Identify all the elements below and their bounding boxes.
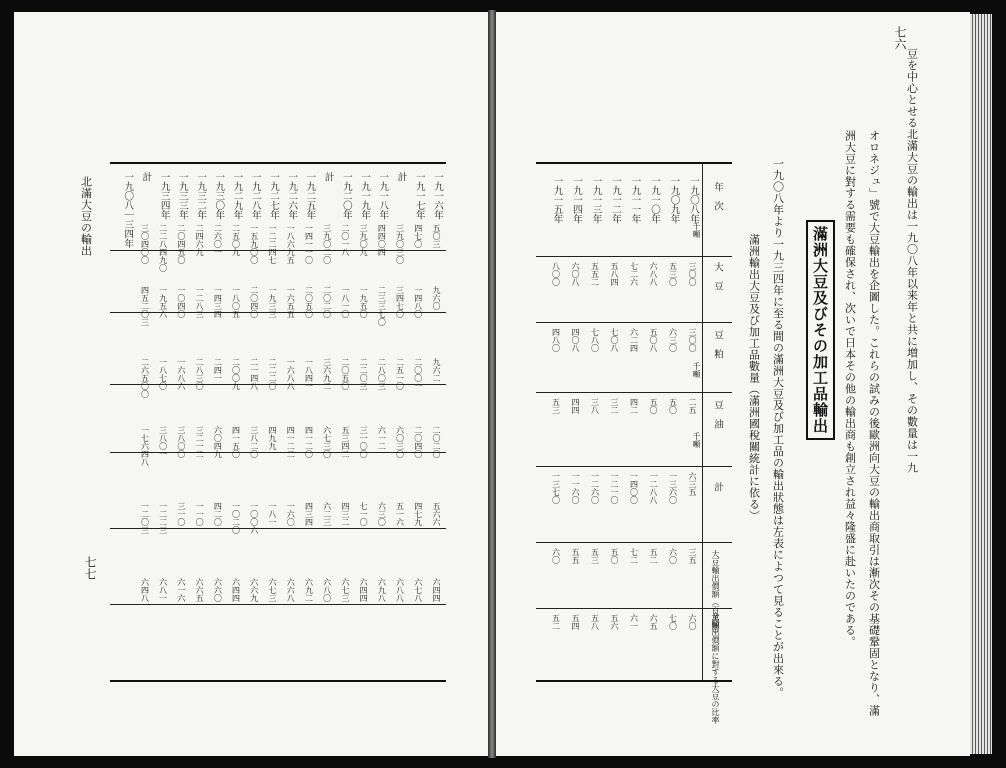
left-cell: 六四四 (432, 578, 441, 602)
left-cell: 二四一 (213, 358, 223, 382)
left-cell: 一八一〇 (340, 286, 350, 318)
left-cell: 一八〇五 (231, 286, 241, 318)
left-cell: 一九五六 (158, 286, 168, 318)
left-year: 一九三三年 (176, 172, 188, 220)
left-cell: 一二二三 (158, 502, 168, 534)
left-cell: 二〇一八 (340, 224, 350, 256)
left-cell: 一一〇 (195, 502, 205, 526)
left-cell: 二六〇一 (213, 224, 223, 256)
right-cell: 一一六〇 (571, 472, 580, 504)
right-row-rule (536, 542, 732, 543)
left-cell: 四四〇四 (377, 224, 387, 256)
right-year: 一九一四年 (570, 176, 582, 224)
right-cell: 五三 (551, 398, 561, 414)
left-cell: 四二〇 (213, 502, 223, 526)
left-cell: 六三〇 (377, 502, 387, 526)
page-number-left: 七七 (83, 556, 97, 580)
left-cell: 三四七〇 (395, 286, 405, 318)
left-cell: 六〇三〇 (395, 426, 405, 458)
left-cell: 二〇四五〇 (176, 224, 186, 264)
left-cell: 九六二 (432, 358, 441, 382)
left-cell: 六九八 (377, 578, 387, 602)
left-cell: 六二三 (322, 502, 332, 526)
left-year: 一九二六年 (286, 172, 298, 220)
left-cell: 六一二 (377, 426, 387, 450)
right-cell: 六〇 (688, 614, 697, 630)
right-cell: 六〇 (551, 548, 561, 564)
right-year: 一九〇八年 (687, 176, 699, 224)
left-cell: 一九五〇 (359, 286, 369, 318)
left-cell: 一二八三 (195, 286, 205, 318)
left-cell: 六四四 (231, 578, 241, 602)
left-cell: 六七三 (340, 578, 350, 602)
book-spine (488, 10, 496, 758)
right-cell: 八〇〇 (551, 262, 561, 286)
right-cell: 七〇 (668, 614, 678, 630)
left-year: 一九三四年 (158, 172, 170, 220)
left-cell: 一六八六 (176, 358, 186, 390)
left-table-bottom-rule (110, 680, 446, 682)
left-year: 計 (140, 172, 152, 182)
table-caption: 滿洲輸出大豆及び加工品數量（滿洲國稅關統計に依る） (747, 234, 761, 522)
running-head: 北滿大豆の輸出 (79, 176, 93, 257)
right-year: 一九一三年 (590, 176, 602, 224)
right-cell: 四二 (629, 398, 639, 414)
left-cell: 一〇二〇 (231, 502, 241, 534)
left-year: 一九一九年 (359, 172, 371, 220)
left-cell: 一六五五 (286, 286, 296, 318)
right-cell: 一三六〇 (668, 472, 678, 504)
left-cell: 六八〇 (322, 578, 332, 602)
right-cell: 四〇八 (571, 328, 580, 352)
body-line-3: 洲大豆に對する需要も確保され、次いで日本その他の輸出商も創立され益々隆盛に赴いたのである。 (843, 130, 857, 648)
left-cell: 一四一一〇 (304, 224, 314, 264)
right-cell: 一三七〇 (551, 472, 561, 504)
right-cell: 六〇八 (571, 262, 580, 286)
right-table-header-rule (702, 162, 703, 680)
right-unit: 千噸 (692, 222, 701, 238)
left-cell: 三一〇 (176, 502, 186, 526)
left-cell: 二〇二〇 (322, 286, 332, 318)
left-row-rule (110, 604, 446, 605)
left-cell: 一八一 (268, 502, 277, 526)
left-cell: 三九〇二〇 (322, 224, 332, 264)
right-cell: 七〇八 (610, 328, 619, 352)
right-table-bottom-rule (536, 680, 732, 682)
left-cell: 六四四 (359, 578, 369, 602)
left-cell: 五〇三 (432, 224, 441, 248)
left-cell: 二八〇三 (377, 358, 387, 390)
right-cell: 四八〇 (551, 328, 561, 352)
left-cell: 六九二 (304, 578, 314, 602)
intro-text: 一九〇八年より一九三四年に至る間の滿洲大豆及び加工品の輸出狀態は左表によつて見ることが出來る。 (771, 158, 785, 699)
left-cell: 二〇〇九 (231, 358, 241, 390)
left-cell: 二二二〇 (268, 358, 277, 390)
left-cell: 六七三 (268, 578, 277, 602)
section-title: 滿洲大豆及びその加工品輸出 (806, 220, 835, 440)
left-cell: 五一六 (395, 502, 405, 526)
right-row-rule (536, 608, 732, 609)
left-cell: 一八六九五 (286, 224, 296, 264)
left-cell: 二二〇三 (359, 358, 369, 390)
left-cell: 二〇〇一 (413, 358, 423, 390)
left-year: 一九二五年 (304, 172, 316, 220)
right-cell: 二五 (688, 398, 697, 414)
page-edges (970, 14, 992, 754)
left-cell: 六〇四九 (213, 426, 223, 458)
left-year: 一九三〇年 (213, 172, 225, 220)
right-cell: 五〇 (649, 398, 658, 414)
left-cell: 二〇五〇 (304, 286, 314, 318)
left-cell: 一二〇三 (140, 502, 150, 534)
right-cell: 六五 (649, 614, 658, 630)
left-cell: 一四三四 (213, 286, 223, 318)
right-cell: 三二 (610, 398, 619, 414)
left-cell: 六六九 (249, 578, 259, 602)
body-line-2: オロネジュ」號で大豆輸出を企圖した。これらの試みの後歐洲向大豆の輸出商取引は漸次その基礎鞏固となり、滿 (867, 130, 881, 717)
left-cell: 九六〇 (432, 286, 441, 310)
right-year: 一九一二年 (609, 176, 621, 224)
right-cell: 三八 (590, 398, 600, 414)
right-year: 一九一一年 (629, 176, 641, 224)
right-page (494, 12, 970, 756)
left-cell: 一五九〇〇 (249, 224, 259, 264)
right-cell: 六〇 (668, 548, 678, 564)
left-cell: 六七八 (413, 578, 423, 602)
left-year: 計 (395, 172, 407, 182)
left-year: 計 (322, 172, 334, 182)
left-cell: 一八七〇 (158, 358, 168, 390)
right-header: 全輸出價額に對する大豆の比率 (711, 612, 720, 724)
left-cell: 二五一〇 (395, 358, 405, 390)
right-cell: 七二 (629, 548, 639, 564)
right-cell: 四四 (571, 398, 580, 414)
left-cell: 一六〇 (286, 502, 296, 526)
right-cell: 六三〇 (668, 328, 678, 352)
left-cell: 三二一二 (195, 426, 205, 458)
right-cell: 三〇〇 (688, 262, 697, 286)
left-cell: 三〇四〇〇 (140, 224, 150, 264)
right-unit: 千噸 (692, 432, 701, 448)
left-cell: 二〇二〇 (432, 426, 441, 458)
left-cell: 六八一 (158, 578, 168, 602)
left-cell: 三六九二 (322, 358, 332, 390)
right-header: 計 (712, 482, 723, 492)
left-cell: 四一二二 (286, 426, 296, 458)
left-cell: 二八三〇 (195, 358, 205, 390)
right-cell: 五〇 (668, 398, 678, 414)
left-cell: 四三四 (304, 502, 314, 526)
left-cell: 六七三〇 (322, 426, 332, 458)
left-cell: 一七六四八 (140, 426, 150, 466)
left-cell: 二六五〇〇 (140, 358, 150, 398)
left-cell: 六六〇 (213, 578, 223, 602)
right-row-rule (536, 322, 732, 323)
left-cell: 一九三三 (268, 286, 277, 318)
body-line-1: 豆を中心とせる北滿大豆の輸出は一九〇八年以来年と共に増加し、その數量は一九 (905, 48, 919, 474)
right-unit: 千噸 (692, 362, 701, 378)
left-cell: 二〇四〇 (249, 286, 259, 318)
left-cell: 四九九 (268, 426, 277, 450)
left-cell: 四一二〇 (304, 426, 314, 458)
right-cell: 六一 (629, 614, 639, 630)
right-cell: 五二 (649, 548, 658, 564)
left-cell: 一六八八 (286, 358, 296, 390)
left-year: 一九一六年 (431, 172, 443, 220)
left-cell: 六四八 (140, 578, 150, 602)
left-table-top-rule (110, 162, 446, 164)
left-year: 一九一七年 (413, 172, 425, 220)
right-cell: 三〇〇 (688, 328, 697, 352)
page-number-right: 七六 (893, 26, 907, 50)
left-cell: 一八四一 (304, 358, 314, 390)
left-cell: 一〇〇六 (249, 502, 259, 534)
left-cell: 三八〇一 (158, 426, 168, 458)
left-cell: 五三四二 (340, 426, 350, 458)
left-cell: 二〇五〇 (340, 358, 350, 390)
left-cell: 三八〇〇 (176, 426, 186, 458)
right-cell: 三五 (688, 548, 697, 564)
left-cell: 四五二〇三 (140, 286, 150, 326)
left-cell: 二五〇九 (231, 224, 241, 256)
right-cell: 五〇八 (649, 328, 658, 352)
left-cell: 六八八 (395, 578, 405, 602)
left-year: 一九二七年 (267, 172, 279, 220)
right-cell: 一二六〇 (590, 472, 600, 504)
right-cell: 七八〇 (590, 328, 600, 352)
left-cell: 六六八 (286, 578, 296, 602)
right-header: 大 豆 (712, 262, 723, 291)
left-cell: 二四六九 (195, 224, 205, 256)
right-cell: 一四〇〇 (629, 472, 639, 504)
left-cell: 六一六 (176, 578, 186, 602)
right-cell: 七二六 (629, 262, 639, 286)
left-cell: 二一四八 (249, 358, 259, 390)
left-cell: 一四八〇 (413, 286, 423, 318)
right-cell: 五三〇 (668, 262, 678, 286)
left-cell: 二三三七〇 (377, 286, 387, 326)
left-cell: 四一五〇 (231, 426, 241, 458)
left-cell: 一二二四七 (268, 224, 277, 264)
right-header: 豆 油 (712, 400, 723, 429)
left-cell: 二二八四九〇 (158, 224, 168, 272)
right-cell: 五〇 (610, 548, 619, 564)
right-cell: 五五 (571, 548, 580, 564)
left-year: 一九〇八｜三四年 (122, 172, 134, 248)
left-cell: 四七〇 (413, 224, 423, 248)
right-cell: 五八 (590, 614, 600, 630)
left-year: 一九二九年 (231, 172, 243, 220)
right-cell: 六八八 (649, 262, 658, 286)
right-header: 豆 粕 (712, 330, 723, 359)
right-cell: 五三 (590, 548, 600, 564)
right-cell: 一二八八 (649, 472, 658, 504)
right-cell: 五八四 (610, 262, 619, 286)
left-year: 一九二八年 (249, 172, 261, 220)
left-year: 一九三二年 (195, 172, 207, 220)
left-cell: 三八二〇 (249, 426, 259, 458)
right-cell: 六三五 (688, 472, 697, 496)
left-cell: 五六六 (432, 502, 441, 526)
right-cell: 一二一〇 (610, 472, 619, 504)
right-cell: 五六 (610, 614, 619, 630)
right-row-rule (536, 256, 732, 257)
left-year: 一九二〇年 (340, 172, 352, 220)
right-year: 一九一〇年 (648, 176, 660, 224)
right-cell: 五二 (551, 614, 561, 630)
left-cell: 四七九 (413, 502, 423, 526)
right-cell: 五四 (571, 614, 580, 630)
left-cell: 六六五 (195, 578, 205, 602)
left-cell: 四三二 (340, 502, 350, 526)
right-year: 一九〇九年 (668, 176, 680, 224)
left-cell: 七一〇 (359, 502, 369, 526)
left-cell: 一〇四〇 (176, 286, 186, 318)
left-cell: 三九〇九 (359, 224, 369, 256)
left-cell: 三一〇〇 (359, 426, 369, 458)
right-header: 大豆輸出價額（百萬圓） (711, 550, 720, 638)
right-row-rule (536, 466, 732, 467)
left-year: 一九一八年 (377, 172, 389, 220)
left-cell: 三九〇三〇 (395, 224, 405, 264)
right-header: 年 次 (712, 182, 723, 211)
right-row-rule (536, 392, 732, 393)
right-year: 一九一五年 (551, 176, 563, 224)
right-cell: 六二四 (629, 328, 639, 352)
right-cell: 五五二 (590, 262, 600, 286)
left-cell: 二〇四〇 (413, 426, 423, 458)
